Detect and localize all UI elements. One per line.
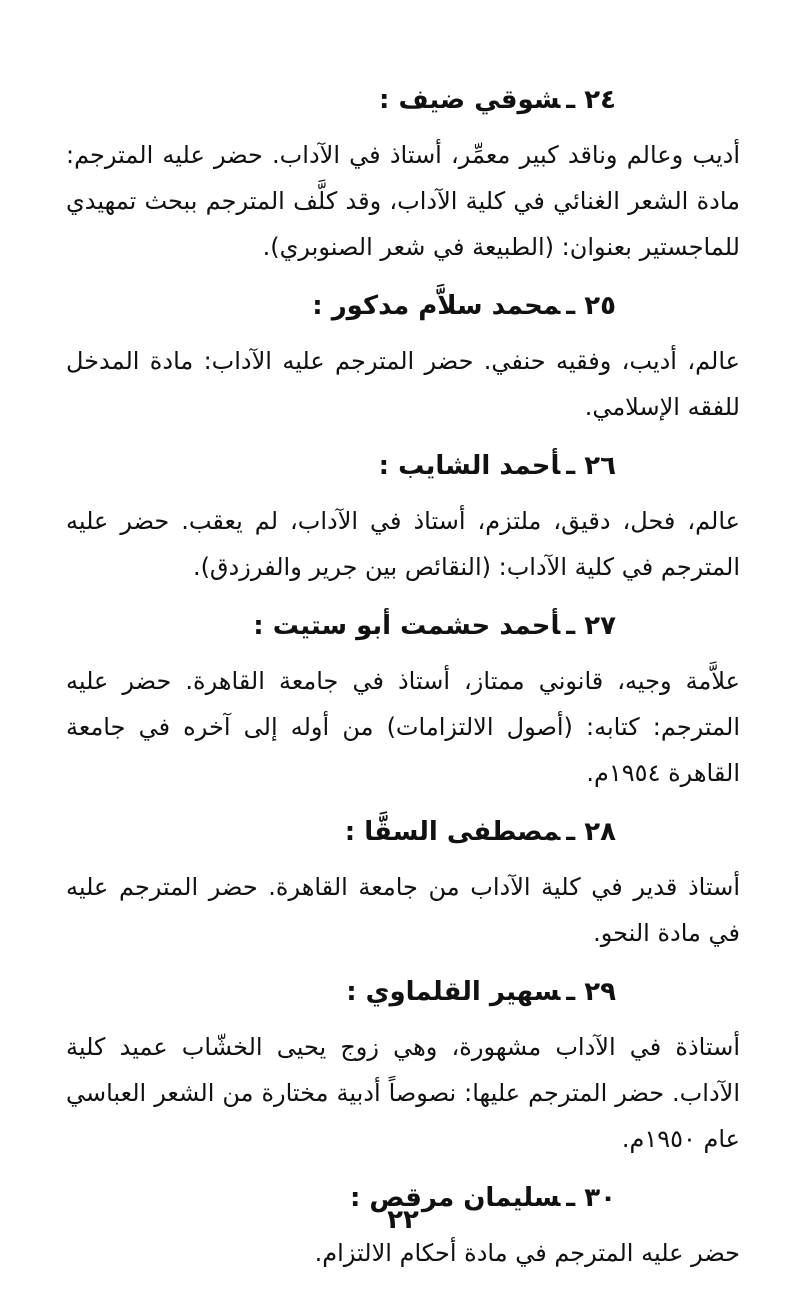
entry-number: ٢٤ ـ (566, 85, 616, 115)
entry-28 (66, 810, 746, 956)
entry-number: ٢٧ ـ (566, 611, 616, 641)
entry-name: سليمان مرقص : (349, 1183, 561, 1213)
document-page (66, 78, 746, 1290)
entry-text: أستاذة في الآداب مشهورة، وهي زوج يحيى الخشّاب عميد كلية الآداب. حضر المترجم عليها: نصوصاً أدبية مختارة من الشعر العباسي عام ١٩٥٠م. (66, 1033, 740, 1153)
entry-26 (66, 444, 746, 590)
entry-name: سهير القلماوي : (346, 977, 561, 1007)
entry-name: مصطفى السقَّا : (344, 817, 561, 847)
entry-text: أديب وعالم وناقد كبير معمِّر، أستاذ في الآداب. حضر عليه المترجم: مادة الشعر الغنائي في كلية الآداب، وقد كلَّف المترجم ببحث تمهيدي للماجستير بعنوان: (الطبيعة في شعر الصنوبري). (66, 141, 740, 261)
entry-heading (66, 970, 746, 1014)
entry-24 (66, 78, 746, 270)
entry-text: حضر عليه المترجم في مادة أحكام الالتزام. (314, 1239, 740, 1267)
entry-number: ٢٩ ـ (566, 977, 616, 1007)
entry-heading (66, 444, 746, 488)
entry-name: شوقي ضيف : (379, 85, 561, 115)
page-number: ٢٢ (387, 1205, 419, 1235)
entry-text: علاَّمة وجيه، قانوني ممتاز، أستاذ في جامعة القاهرة. حضر عليه المترجم: كتابه: (أصول الالتزامات) من أوله إلى آخره في جامعة القاهرة ١٩٥٤م. (66, 667, 740, 787)
entry-number: ٢٦ ـ (566, 451, 616, 481)
entry-text: عالم، فحل، دقيق، ملتزم، أستاذ في الآداب، لم يعقب. حضر عليه المترجم في كلية الآداب: (النقائص بين جرير والفرزدق). (66, 507, 740, 581)
entry-heading (66, 284, 746, 328)
entry-25 (66, 284, 746, 430)
entry-name: أحمد حشمت أبو ستيت : (253, 611, 561, 641)
entry-heading (66, 78, 746, 122)
entry-heading (66, 810, 746, 854)
entry-29 (66, 970, 746, 1162)
entry-number: ٣٠ ـ (566, 1183, 616, 1213)
entry-text: عالم، أديب، وفقيه حنفي. حضر المترجم عليه الآداب: مادة المدخل للفقه الإسلامي. (66, 347, 740, 421)
entry-heading (66, 604, 746, 648)
entry-name: أحمد الشايب : (378, 451, 561, 481)
entry-name: محمد سلاَّم مدكور : (312, 291, 561, 321)
entry-number: ٢٨ ـ (566, 817, 616, 847)
entry-text: أستاذ قدير في كلية الآداب من جامعة القاهرة. حضر المترجم عليه في مادة النحو. (66, 873, 740, 947)
entry-27 (66, 604, 746, 796)
entry-number: ٢٥ ـ (566, 291, 616, 321)
